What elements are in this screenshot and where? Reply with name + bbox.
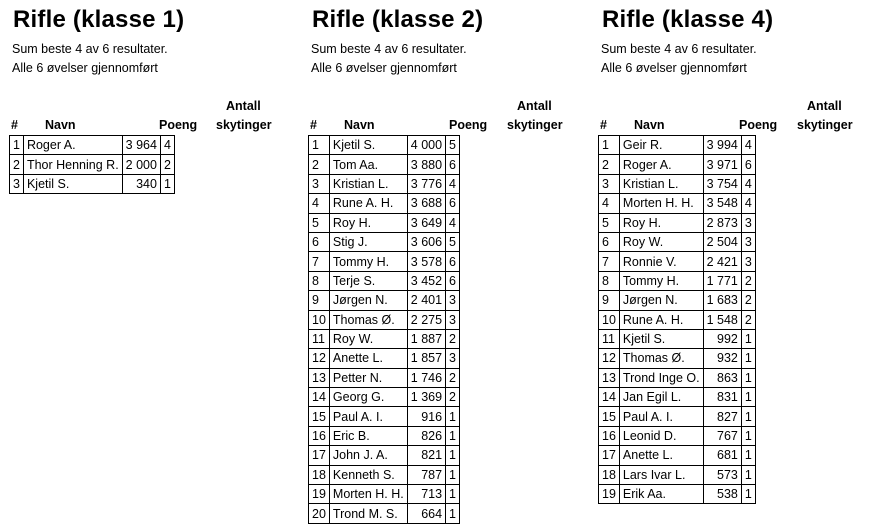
points-cell: 3 776 [407, 174, 445, 193]
name-cell: Trond M. S. [329, 504, 407, 523]
rank-cell: 8 [309, 271, 330, 290]
rank-cell: 10 [599, 310, 620, 329]
count-cell: 4 [741, 174, 755, 193]
points-cell: 573 [703, 465, 741, 484]
name-cell: Kristian L. [619, 174, 703, 193]
rank-cell: 2 [599, 155, 620, 174]
points-cell: 1 857 [407, 349, 445, 368]
header-count-line2: skytinger [797, 118, 853, 132]
table-row [599, 329, 756, 348]
section-subtitle-rule: Sum beste 4 av 6 resultater. [601, 42, 757, 56]
points-cell: 2 000 [122, 155, 160, 174]
table-row [309, 388, 460, 407]
rank-cell: 6 [309, 232, 330, 251]
section-title: Rifle (klasse 2) [312, 6, 484, 33]
table-row [309, 232, 460, 251]
points-cell: 863 [703, 368, 741, 387]
rank-cell: 2 [10, 155, 24, 174]
count-cell: 6 [446, 194, 460, 213]
section-subtitle-note: Alle 6 øvelser gjennomført [12, 61, 158, 75]
count-cell: 3 [741, 232, 755, 251]
rank-cell: 7 [599, 252, 620, 271]
name-cell: Kenneth S. [329, 465, 407, 484]
header-count-line1: Antall [807, 99, 842, 113]
points-cell: 1 771 [703, 271, 741, 290]
table-row [599, 271, 756, 290]
table-row [309, 349, 460, 368]
name-cell: Tom Aa. [329, 155, 407, 174]
count-cell: 1 [741, 485, 755, 504]
table-row [599, 252, 756, 271]
count-cell: 6 [446, 271, 460, 290]
header-count-line2: skytinger [507, 118, 563, 132]
name-cell: Paul A. I. [329, 407, 407, 426]
points-cell: 2 504 [703, 232, 741, 251]
name-cell: Trond Inge O. [619, 368, 703, 387]
points-cell: 916 [407, 407, 445, 426]
count-cell: 1 [741, 368, 755, 387]
points-cell: 1 887 [407, 329, 445, 348]
table-row [599, 291, 756, 310]
table-row [309, 465, 460, 484]
table-row [309, 485, 460, 504]
table-row [10, 174, 175, 193]
rank-cell: 3 [309, 174, 330, 193]
name-cell: Erik Aa. [619, 485, 703, 504]
name-cell: Thomas Ø. [329, 310, 407, 329]
name-cell: John J. A. [329, 446, 407, 465]
count-cell: 1 [741, 388, 755, 407]
count-cell: 1 [741, 465, 755, 484]
table-row [309, 155, 460, 174]
points-cell: 2 421 [703, 252, 741, 271]
header-count-line1: Antall [517, 99, 552, 113]
name-cell: Roy H. [619, 213, 703, 232]
points-cell: 1 548 [703, 310, 741, 329]
count-cell: 3 [741, 252, 755, 271]
count-cell: 3 [446, 310, 460, 329]
points-cell: 340 [122, 174, 160, 193]
name-cell: Roy W. [619, 232, 703, 251]
points-cell: 932 [703, 349, 741, 368]
count-cell: 4 [446, 174, 460, 193]
rank-cell: 14 [599, 388, 620, 407]
rank-cell: 13 [599, 368, 620, 387]
results-table [9, 135, 175, 194]
count-cell: 4 [446, 213, 460, 232]
header-num: # [600, 118, 607, 132]
rank-cell: 4 [309, 194, 330, 213]
table-row [309, 252, 460, 271]
points-cell: 3 754 [703, 174, 741, 193]
points-cell: 1 746 [407, 368, 445, 387]
count-cell: 1 [741, 349, 755, 368]
points-cell: 827 [703, 407, 741, 426]
table-row [599, 232, 756, 251]
name-cell: Anette L. [619, 446, 703, 465]
count-cell: 1 [446, 504, 460, 523]
header-name: Navn [634, 118, 665, 132]
rank-cell: 10 [309, 310, 330, 329]
count-cell: 3 [741, 213, 755, 232]
rank-cell: 14 [309, 388, 330, 407]
name-cell: Terje S. [329, 271, 407, 290]
table-row [309, 213, 460, 232]
points-cell: 3 964 [122, 136, 160, 155]
name-cell: Jan Egil L. [619, 388, 703, 407]
rank-cell: 18 [599, 465, 620, 484]
count-cell: 2 [446, 388, 460, 407]
points-cell: 3 578 [407, 252, 445, 271]
table-row [10, 136, 175, 155]
name-cell: Tommy H. [329, 252, 407, 271]
rank-cell: 3 [10, 174, 24, 193]
points-cell: 4 000 [407, 136, 445, 155]
rank-cell: 19 [309, 485, 330, 504]
rank-cell: 8 [599, 271, 620, 290]
table-row [599, 446, 756, 465]
rank-cell: 1 [599, 136, 620, 155]
points-cell: 2 275 [407, 310, 445, 329]
rank-cell: 6 [599, 232, 620, 251]
table-row [309, 446, 460, 465]
table-row [309, 407, 460, 426]
table-row [599, 174, 756, 193]
table-row [599, 388, 756, 407]
points-cell: 3 606 [407, 232, 445, 251]
points-cell: 681 [703, 446, 741, 465]
name-cell: Kristian L. [329, 174, 407, 193]
rank-cell: 20 [309, 504, 330, 523]
name-cell: Geir R. [619, 136, 703, 155]
points-cell: 3 649 [407, 213, 445, 232]
table-row [599, 407, 756, 426]
name-cell: Anette L. [329, 349, 407, 368]
table-row [599, 465, 756, 484]
name-cell: Kjetil S. [619, 329, 703, 348]
name-cell: Paul A. I. [619, 407, 703, 426]
rank-cell: 5 [599, 213, 620, 232]
rank-cell: 9 [309, 291, 330, 310]
table-row [309, 368, 460, 387]
count-cell: 2 [741, 271, 755, 290]
points-cell: 3 548 [703, 194, 741, 213]
count-cell: 2 [741, 291, 755, 310]
rank-cell: 4 [599, 194, 620, 213]
name-cell: Roy H. [329, 213, 407, 232]
points-cell: 3 994 [703, 136, 741, 155]
table-row [599, 349, 756, 368]
table-row [309, 329, 460, 348]
results-table [308, 135, 460, 524]
points-cell: 831 [703, 388, 741, 407]
count-cell: 1 [446, 426, 460, 445]
name-cell: Petter N. [329, 368, 407, 387]
rank-cell: 3 [599, 174, 620, 193]
results-table-body [309, 136, 460, 524]
count-cell: 2 [741, 310, 755, 329]
points-cell: 787 [407, 465, 445, 484]
count-cell: 2 [446, 329, 460, 348]
name-cell: Roy W. [329, 329, 407, 348]
rank-cell: 11 [309, 329, 330, 348]
rank-cell: 7 [309, 252, 330, 271]
name-cell: Rune A. H. [329, 194, 407, 213]
header-count-line2: skytinger [216, 118, 272, 132]
count-cell: 6 [741, 155, 755, 174]
points-cell: 1 369 [407, 388, 445, 407]
name-cell: Thor Henning R. [23, 155, 122, 174]
rank-cell: 16 [309, 426, 330, 445]
points-cell: 992 [703, 329, 741, 348]
results-table-body [599, 136, 756, 504]
count-cell: 1 [446, 485, 460, 504]
table-row [599, 213, 756, 232]
name-cell: Tommy H. [619, 271, 703, 290]
points-cell: 3 452 [407, 271, 445, 290]
table-row [309, 291, 460, 310]
count-cell: 4 [741, 194, 755, 213]
points-cell: 2 873 [703, 213, 741, 232]
points-cell: 1 683 [703, 291, 741, 310]
name-cell: Thomas Ø. [619, 349, 703, 368]
header-points: Poeng [739, 118, 778, 132]
name-cell: Lars Ivar L. [619, 465, 703, 484]
name-cell: Ronnie V. [619, 252, 703, 271]
rank-cell: 15 [309, 407, 330, 426]
table-row [10, 155, 175, 174]
rank-cell: 17 [599, 446, 620, 465]
table-row [599, 155, 756, 174]
count-cell: 1 [446, 465, 460, 484]
name-cell: Jørgen N. [329, 291, 407, 310]
count-cell: 1 [741, 446, 755, 465]
count-cell: 2 [446, 368, 460, 387]
rank-cell: 5 [309, 213, 330, 232]
points-cell: 538 [703, 485, 741, 504]
header-name: Navn [344, 118, 375, 132]
header-num: # [310, 118, 317, 132]
header-num: # [11, 118, 18, 132]
points-cell: 767 [703, 426, 741, 445]
results-table-body [10, 136, 175, 194]
rank-cell: 1 [309, 136, 330, 155]
count-cell: 6 [446, 155, 460, 174]
count-cell: 1 [741, 329, 755, 348]
rank-cell: 11 [599, 329, 620, 348]
name-cell: Georg G. [329, 388, 407, 407]
table-row [599, 136, 756, 155]
rank-cell: 12 [309, 349, 330, 368]
table-row [309, 174, 460, 193]
name-cell: Kjetil S. [23, 174, 122, 193]
table-row [309, 504, 460, 523]
name-cell: Morten H. H. [329, 485, 407, 504]
section-title: Rifle (klasse 1) [13, 6, 185, 33]
name-cell: Rune A. H. [619, 310, 703, 329]
count-cell: 1 [741, 426, 755, 445]
name-cell: Jørgen N. [619, 291, 703, 310]
table-row [599, 485, 756, 504]
points-cell: 826 [407, 426, 445, 445]
rank-cell: 2 [309, 155, 330, 174]
header-name: Navn [45, 118, 76, 132]
name-cell: Eric B. [329, 426, 407, 445]
name-cell: Kjetil S. [329, 136, 407, 155]
count-cell: 5 [446, 136, 460, 155]
count-cell: 1 [446, 407, 460, 426]
count-cell: 4 [160, 136, 174, 155]
rank-cell: 16 [599, 426, 620, 445]
name-cell: Roger A. [23, 136, 122, 155]
points-cell: 821 [407, 446, 445, 465]
count-cell: 1 [741, 407, 755, 426]
name-cell: Leonid D. [619, 426, 703, 445]
rank-cell: 18 [309, 465, 330, 484]
rank-cell: 17 [309, 446, 330, 465]
points-cell: 2 401 [407, 291, 445, 310]
count-cell: 3 [446, 291, 460, 310]
table-row [599, 426, 756, 445]
table-row [309, 426, 460, 445]
count-cell: 3 [446, 349, 460, 368]
points-cell: 664 [407, 504, 445, 523]
count-cell: 1 [446, 446, 460, 465]
name-cell: Stig J. [329, 232, 407, 251]
name-cell: Morten H. H. [619, 194, 703, 213]
rank-cell: 19 [599, 485, 620, 504]
rank-cell: 1 [10, 136, 24, 155]
section-subtitle-rule: Sum beste 4 av 6 resultater. [12, 42, 168, 56]
table-row [599, 194, 756, 213]
count-cell: 5 [446, 232, 460, 251]
section-title: Rifle (klasse 4) [602, 6, 774, 33]
table-row [599, 310, 756, 329]
section-subtitle-note: Alle 6 øvelser gjennomført [601, 61, 747, 75]
header-points: Poeng [449, 118, 488, 132]
name-cell: Roger A. [619, 155, 703, 174]
points-cell: 3 971 [703, 155, 741, 174]
rank-cell: 12 [599, 349, 620, 368]
table-row [309, 136, 460, 155]
rank-cell: 9 [599, 291, 620, 310]
results-table [598, 135, 756, 504]
table-row [309, 310, 460, 329]
points-cell: 3 688 [407, 194, 445, 213]
count-cell: 2 [160, 155, 174, 174]
table-row [599, 368, 756, 387]
table-row [309, 194, 460, 213]
points-cell: 713 [407, 485, 445, 504]
count-cell: 1 [160, 174, 174, 193]
section-subtitle-rule: Sum beste 4 av 6 resultater. [311, 42, 467, 56]
rank-cell: 13 [309, 368, 330, 387]
count-cell: 6 [446, 252, 460, 271]
header-points: Poeng [159, 118, 198, 132]
table-row [309, 271, 460, 290]
points-cell: 3 880 [407, 155, 445, 174]
rank-cell: 15 [599, 407, 620, 426]
header-count-line1: Antall [226, 99, 261, 113]
count-cell: 4 [741, 136, 755, 155]
section-subtitle-note: Alle 6 øvelser gjennomført [311, 61, 457, 75]
